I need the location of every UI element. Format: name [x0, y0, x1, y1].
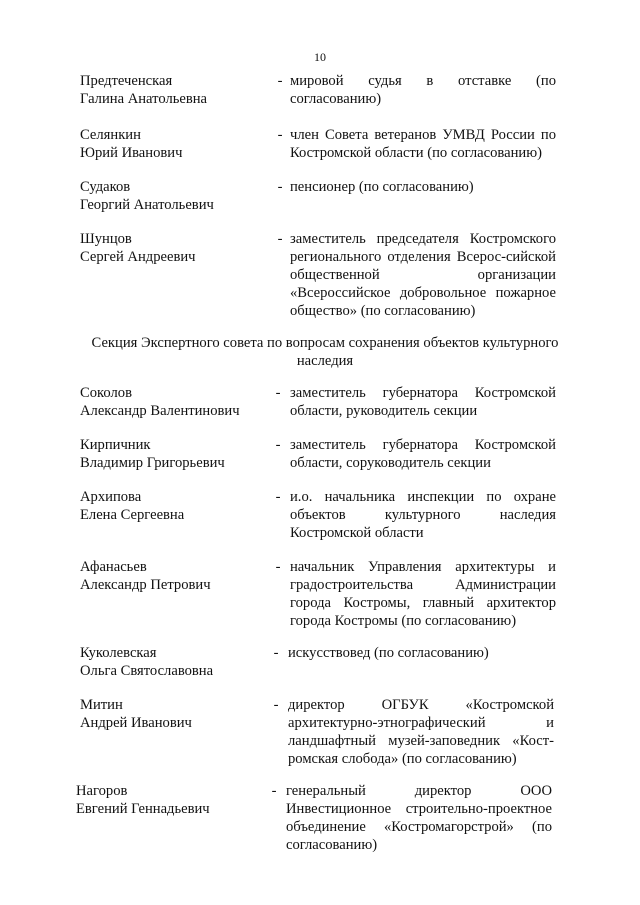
dash-separator: -	[273, 645, 279, 661]
member-name	[80, 384, 260, 420]
member-surname: Нагоров	[76, 783, 128, 799]
dash-separator: -	[277, 179, 283, 195]
member-given-names: Георгий Анатольевич	[80, 197, 214, 213]
member-given-names: Александр Валентинович	[80, 403, 240, 419]
dash-separator: -	[271, 783, 277, 799]
member-surname: Кирпичник	[80, 437, 151, 453]
member-given-names: Евгений Геннадьевич	[76, 801, 210, 817]
member-name	[80, 436, 260, 472]
dash-separator: -	[277, 73, 283, 89]
member-surname: Архипова	[80, 489, 142, 505]
member-role: директор ОГБУК «Костромской архитектурно-этнографический и ландшафтный музей-заповедник «Кост-ромская слобода» (по согласованию)	[288, 697, 554, 767]
member-name	[80, 230, 260, 266]
member-given-names: Александр Петрович	[80, 577, 211, 593]
member-role: искусствовед (по согласованию)	[288, 645, 489, 661]
member-role: генеральный директор ООО Инвестиционное строительно-проектное объединение «Костромагорстрой» (по согласованию)	[286, 783, 552, 853]
member-role: член Совета ветеранов УМВД России по Костромской области (по согласованию)	[290, 127, 556, 161]
member-given-names: Галина Анатольевна	[80, 91, 208, 107]
member-surname: Куколевская	[80, 645, 157, 661]
section-title: Секция Экспертного совета по вопросам сохранения объектов культурного наследия	[91, 335, 559, 369]
member-role: пенсионер (по согласованию)	[290, 179, 474, 195]
dash-separator: -	[277, 127, 283, 143]
member-given-names: Владимир Григорьевич	[80, 455, 225, 471]
dash-separator: -	[273, 697, 279, 713]
member-role: заместитель губернатора Костромской области, соруководитель секции	[290, 437, 556, 471]
member-name	[76, 782, 256, 818]
member-name	[80, 488, 260, 524]
member-surname: Шунцов	[80, 231, 132, 247]
member-surname: Селянкин	[80, 127, 141, 143]
member-name	[80, 72, 260, 108]
member-role: и.о. начальника инспекции по охране объектов культурного наследия Костромской области	[290, 489, 556, 541]
member-surname: Афанасьев	[80, 559, 147, 575]
member-role: заместитель председателя Костромского регионального отделения Всерос-сийской общественной организации «Всероссийское добровольное пожарное общество» (по согласованию)	[290, 231, 556, 319]
dash-separator: -	[275, 385, 281, 401]
member-given-names: Елена Сергеевна	[80, 507, 185, 523]
member-surname: Судаков	[80, 179, 131, 195]
member-given-names: Сергей Андреевич	[80, 249, 196, 265]
member-role: начальник Управления архитектуры и градостроительства Администрации города Костромы, главный архитектор города Костромы (по согласованию)	[290, 559, 556, 629]
member-name	[80, 126, 260, 162]
member-name	[80, 178, 260, 214]
member-role: мировой судья в отставке (по согласованию)	[290, 73, 556, 107]
member-surname: Предтеченская	[80, 73, 173, 89]
member-surname: Соколов	[80, 385, 132, 401]
member-name	[80, 558, 260, 594]
member-name	[80, 644, 260, 680]
dash-separator: -	[275, 489, 281, 505]
member-surname: Митин	[80, 697, 123, 713]
member-given-names: Андрей Иванович	[80, 715, 192, 731]
member-given-names: Юрий Иванович	[80, 145, 183, 161]
dash-separator: -	[275, 437, 281, 453]
dash-separator: -	[277, 231, 283, 247]
member-given-names: Ольга Святославовна	[80, 663, 214, 679]
dash-separator: -	[275, 559, 281, 575]
member-name	[80, 696, 260, 732]
page-number: 10	[314, 50, 326, 64]
member-role: заместитель губернатора Костромской области, руководитель секции	[290, 385, 556, 419]
